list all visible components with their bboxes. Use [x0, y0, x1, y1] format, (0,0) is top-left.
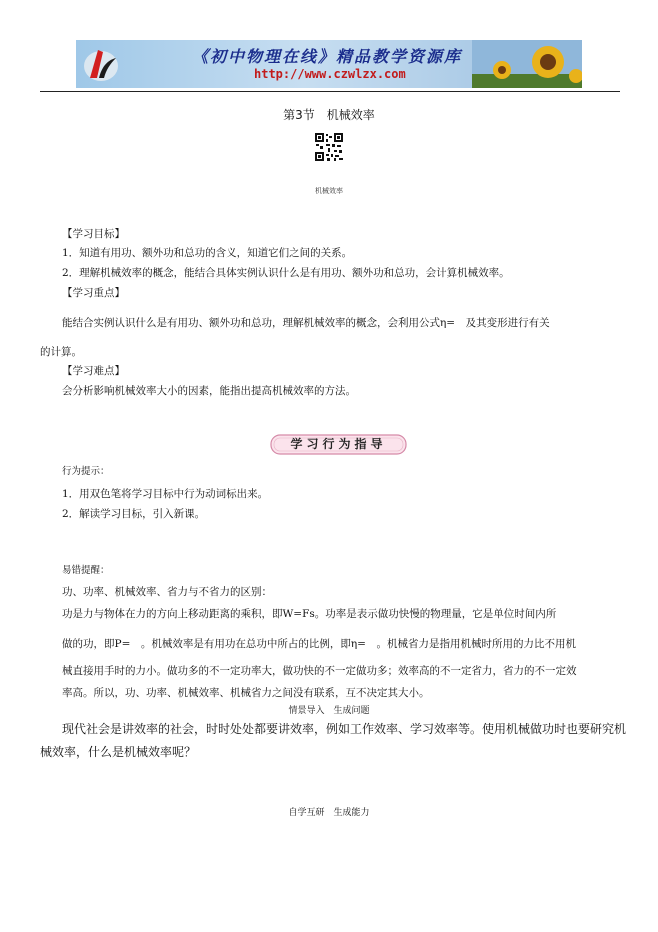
difficulty-text: 会分析影响机械效率大小的因素，能指出提高机械效率的方法。: [62, 385, 356, 397]
qr-caption: 机械效率: [315, 187, 343, 195]
header-divider: [40, 91, 620, 92]
tip-item-2: 2．解读学习目标，引入新课。: [62, 508, 206, 520]
qr-code-icon: [314, 132, 344, 182]
section-badge-label: 学习行为指导: [290, 437, 387, 451]
confusion-line-4: 械直接用手时的力小。做功多的不一定功率大，做功快的不一定做功多；效率高的不一定省力，省力的不一定效: [62, 665, 577, 677]
self-study-title: 自学互研 生成能力: [288, 808, 370, 818]
confusion-line-5: 率高。所以，功、功率、机械效率、机械省力之间没有联系，互不决定其大小。: [62, 687, 430, 699]
tips-heading: 行为提示：: [62, 466, 110, 477]
tip-item-1: 1．用双色笔将学习目标中行为动词标出来。: [62, 488, 269, 500]
confusion-line-2: 功是力与物体在力的方向上移动距离的乘积，即W=Fs。功率是表示做功快慢的物理量，它是单位时间内所: [62, 608, 557, 620]
scene-title: 情景导入 生成问题: [288, 706, 370, 716]
banner-title: 《初中物理在线》精品教学资源库: [192, 47, 463, 66]
intro-line-2: 械效率，什么是机械效率呢？: [40, 745, 197, 759]
sunflower-image-icon: [472, 40, 582, 88]
site-logo-icon: [82, 44, 120, 84]
intro-line-1: 现代社会是讲效率的社会，时时处处都要讲效率，例如工作效率、学习效率等。使用机械做功时也要研究机: [62, 722, 627, 736]
confusion-line-1: 功、功率、机械效率、省力与不省力的区别：: [62, 586, 272, 598]
confusion-heading: 易错提醒：: [62, 565, 110, 576]
focus-line-2: 的计算。: [40, 346, 82, 358]
focus-line-1: 能结合实例认识什么是有用功、额外功和总功，理解机械效率的概念，会利用公式η= 及其变形进行有关: [62, 317, 550, 329]
focus-heading: 【学习重点】: [62, 287, 125, 299]
difficulty-heading: 【学习难点】: [62, 365, 125, 377]
goals-heading: 【学习目标】: [62, 228, 125, 240]
banner-url[interactable]: http://www.czwlzx.com: [254, 67, 406, 81]
header-banner: [76, 40, 582, 88]
confusion-line-3: 做的功，即P= 。机械效率是有用功在总功中所占的比例，即η= 。机械省力是指用机械时所用的力比不用机: [62, 638, 576, 650]
section-title: 第3节 机械效率: [283, 108, 375, 122]
goal-item-2: 2．理解机械效率的概念，能结合具体实例认识什么是有用功、额外功和总功，会计算机械效率。: [62, 267, 510, 279]
goal-item-1: 1．知道有用功、额外功和总功的含义，知道它们之间的关系。: [62, 247, 353, 259]
